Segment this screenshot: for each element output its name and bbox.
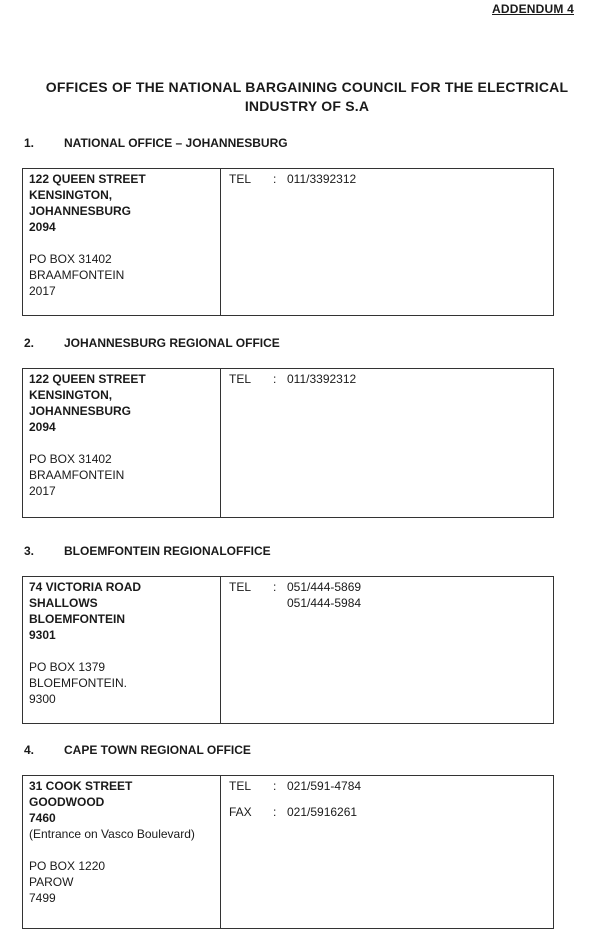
street-line: 122 QUEEN STREET [29,172,146,186]
office-number: 3. [24,544,35,558]
street-line: 31 COOK STREET [29,779,133,793]
phone-number: 021/591-4784 [287,779,362,793]
street-line: SHALLOWS [29,596,98,610]
street-line: KENSINGTON, [29,188,113,202]
street-line: 122 QUEEN STREET [29,372,146,386]
postal-line: BRAAMFONTEIN [29,468,125,482]
postal-code: 9301 [29,628,56,642]
address-cell [23,776,221,928]
street-line: JOHANNESBURG [29,204,132,218]
postal-code: 2094 [29,420,56,434]
contact-separator: : [273,805,277,819]
contact-cell [221,369,553,517]
contact-separator: : [273,779,277,793]
postal-line: PO BOX 31402 [29,252,112,266]
title-line-1: OFFICES OF THE NATIONAL BARGAINING COUNCIL FOR THE ELECTRICAL [45,79,569,95]
postal-line: 2017 [29,284,56,298]
title-line-2: INDUSTRY OF S.A [244,98,370,114]
fax-number: 021/5916261 [287,805,358,819]
phone-number: 051/444-5869 [287,580,362,594]
postal-line: 9300 [29,692,56,706]
office-name: BLOEMFONTEIN REGIONALOFFICE [64,544,271,558]
postal-line: BRAAMFONTEIN [29,268,125,282]
office-heading [24,336,280,350]
contact-row-tel [229,371,545,387]
street-line: 74 VICTORIA ROAD [29,580,142,594]
postal-code: 7460 [29,811,56,825]
office-info-box [22,168,554,316]
contact-cell [221,577,553,723]
phone-number: 011/3392312 [287,172,357,186]
office-name: CAPE TOWN REGIONAL OFFICE [64,743,251,757]
office-heading [24,743,251,757]
postal-line: BLOEMFONTEIN. [29,676,128,690]
addendum-label: ADDENDUM 4 [492,2,575,16]
postal-line: PO BOX 1220 [29,859,106,873]
postal-line: PO BOX 1379 [29,660,106,674]
contact-label: TEL [229,580,252,594]
postal-line: 2017 [29,484,56,498]
office-heading [24,544,271,558]
entrance-note: (Entrance on Vasco Boulevard) [29,827,195,841]
office-info-box [22,775,554,929]
contact-row-tel [229,579,545,611]
contact-label: FAX [229,805,252,819]
contact-cell [221,169,553,315]
postal-line: PO BOX 31402 [29,452,112,466]
office-name: JOHANNESBURG REGIONAL OFFICE [64,336,280,350]
street-line: GOODWOOD [29,795,105,809]
contact-separator: : [273,580,277,594]
street-line: JOHANNESBURG [29,404,132,418]
postal-line: PAROW [29,875,74,889]
postal-line: 7499 [29,891,56,905]
office-info-box [22,576,554,724]
contact-label: TEL [229,372,252,386]
phone-number: 011/3392312 [287,372,357,386]
street-line: KENSINGTON, [29,388,113,402]
contact-separator: : [273,372,277,386]
contact-row-fax [229,804,545,820]
phone-number: 051/444-5984 [287,596,362,610]
address-cell [23,369,221,517]
contact-label: TEL [229,172,252,186]
contact-separator: : [273,172,277,186]
office-heading [24,136,288,150]
office-number: 1. [24,136,35,150]
street-line: BLOEMFONTEIN [29,612,125,626]
contact-cell [221,776,553,928]
office-number: 4. [24,743,35,757]
postal-code: 2094 [29,220,56,234]
office-number: 2. [24,336,35,350]
contact-row-tel [229,778,545,794]
address-cell [23,577,221,723]
office-name: NATIONAL OFFICE – JOHANNESBURG [64,136,288,150]
contact-row-tel [229,171,545,187]
address-cell [23,169,221,315]
office-info-box [22,368,554,518]
contact-label: TEL [229,779,252,793]
page-title [20,78,594,116]
